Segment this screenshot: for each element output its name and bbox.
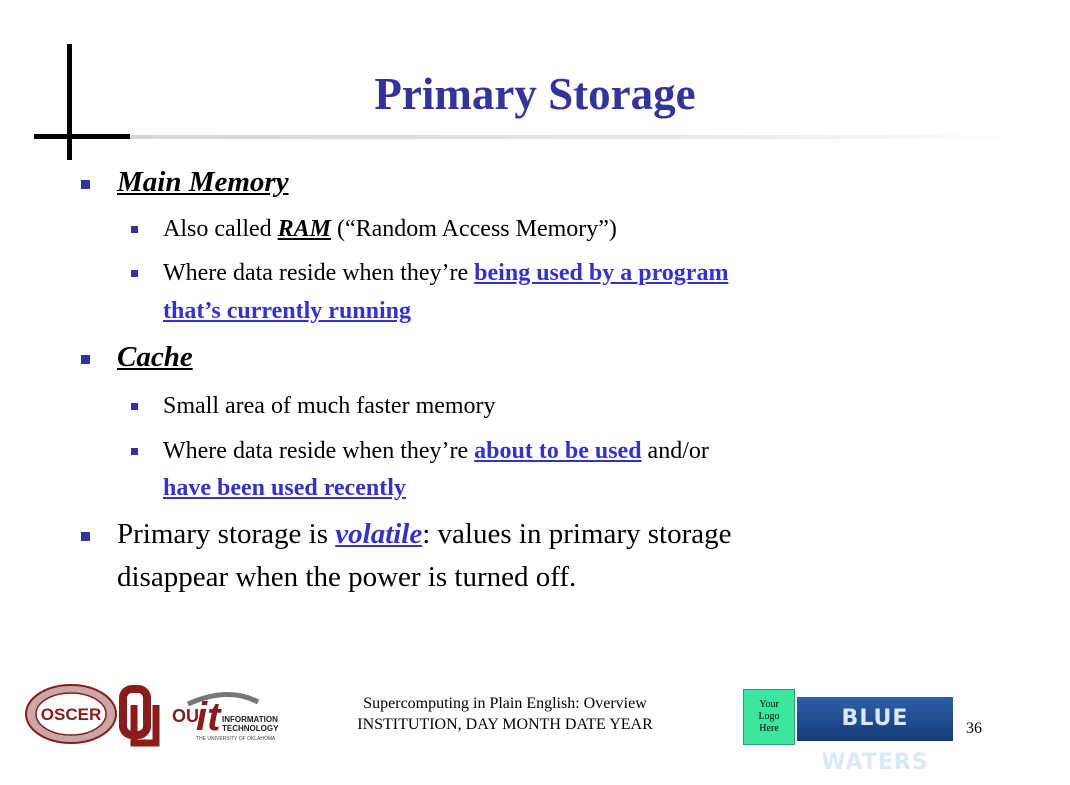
bullet-volatile-line2 bbox=[117, 559, 576, 595]
sub-bullet-used-by-program-line2 bbox=[163, 292, 411, 330]
text-span: Where data reside when they’re bbox=[163, 438, 475, 464]
text-span: (“Random Access Memory”) bbox=[331, 216, 617, 242]
bullet-volatile bbox=[117, 516, 732, 552]
logo-text-line: Your bbox=[759, 699, 779, 710]
svg-text:OU: OU bbox=[172, 706, 199, 726]
bullet-main-memory bbox=[117, 164, 289, 200]
footer-line1: Supercomputing in Plain English: Overview bbox=[363, 695, 647, 712]
text-span: and/or bbox=[641, 438, 709, 464]
sub-bullet-marker bbox=[131, 226, 138, 233]
sub-bullet-small-area bbox=[163, 387, 496, 425]
text-span: disappear when the power is turned off. bbox=[117, 561, 577, 593]
about-to-be-used-link[interactable]: about to be used bbox=[474, 438, 642, 464]
logo-text-line: Here bbox=[759, 723, 779, 734]
being-used-link[interactable]: being used by a program bbox=[474, 260, 729, 286]
sub-bullet-marker bbox=[131, 403, 138, 410]
bullet-marker bbox=[81, 532, 90, 541]
text-span: Also called bbox=[163, 216, 278, 242]
used-recently-link[interactable]: have been used recently bbox=[163, 475, 406, 501]
text-span: : values in primary storage bbox=[422, 518, 732, 550]
sub-bullet-about-to-be-used bbox=[163, 432, 709, 470]
it-logo-subtext: THE UNIVERSITY OF OKLAHOMA bbox=[196, 736, 276, 742]
page-number: 36 bbox=[966, 720, 982, 737]
sub-bullet-marker bbox=[131, 270, 138, 277]
sub-bullet-ram bbox=[163, 210, 617, 248]
text-span: Where data reside when they’re bbox=[163, 260, 475, 286]
oscer-seal-logo-icon bbox=[24, 683, 118, 745]
blue-waters-logo: BLUE WATERS bbox=[797, 697, 953, 741]
sub-bullet-marker bbox=[131, 448, 138, 455]
bullet-marker bbox=[81, 180, 90, 189]
sub-bullet-used-by-program bbox=[163, 254, 728, 292]
volatile-link[interactable]: volatile bbox=[335, 518, 423, 550]
logo-text-line: Logo bbox=[758, 711, 780, 722]
ou-information-technology-logo-icon bbox=[168, 688, 288, 744]
oscer-seal-text: OSCER bbox=[40, 705, 102, 724]
ram-term: RAM bbox=[277, 216, 331, 242]
it-logo-line1: INFORMATION bbox=[222, 715, 278, 724]
title-corner-horizontal bbox=[34, 134, 130, 139]
currently-running-link[interactable]: that’s currently running bbox=[163, 298, 412, 324]
ou-logo-icon bbox=[120, 685, 162, 747]
main-memory-heading: Main Memory bbox=[117, 166, 289, 198]
text-span: Small area of much faster memory bbox=[163, 393, 496, 419]
bullet-marker bbox=[81, 355, 90, 364]
svg-text:it: it bbox=[196, 695, 221, 739]
slide-title: Primary Storage bbox=[374, 69, 696, 119]
title-rule bbox=[130, 135, 1024, 139]
your-logo-placeholder bbox=[743, 689, 795, 745]
it-logo-line2: TECHNOLOGY bbox=[222, 724, 279, 733]
bullet-cache bbox=[117, 339, 193, 375]
text-span: Primary storage is bbox=[117, 518, 336, 550]
sub-bullet-about-to-be-used-line2 bbox=[163, 469, 406, 507]
footer-line2: INSTITUTION, DAY MONTH DATE YEAR bbox=[357, 716, 653, 733]
cache-heading: Cache bbox=[117, 341, 193, 373]
footer-text bbox=[300, 693, 710, 735]
